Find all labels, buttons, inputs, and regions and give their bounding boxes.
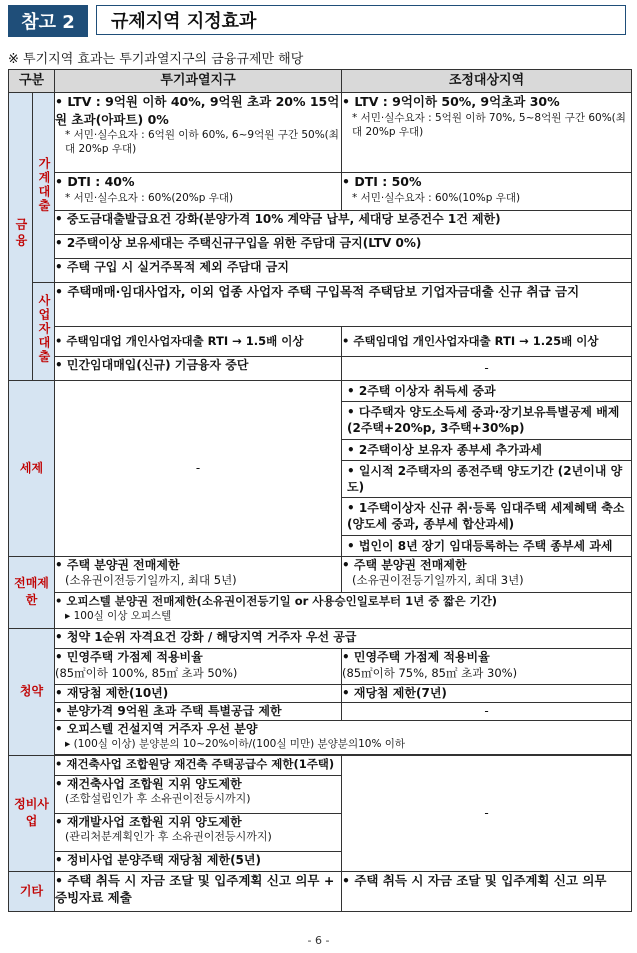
household-common-1: • 중도금대출발급요건 강화(분양가격 10% 계약금 납부, 세대당 보증건수 1건 제한) [55, 211, 632, 235]
tax-item-5: • 1주택이상자 신규 취·등록 임대주택 세제혜택 축소(양도세 중과, 종부세 합산과세) [342, 498, 631, 535]
ltv-speculation: • LTV : 9억원 이하 40%, 9억원 초과 20% 15억원 초과(아파트) 0% * 서민·실수요자 : 6억원 이하 60%, 6~9억원 구간 50%(최대 20%p 우대) [55, 93, 342, 173]
subscription-rewin-row [9, 684, 632, 702]
redevelopment-item-4: • 정비사업 분양주택 재당첨 제한(5년) [55, 851, 342, 871]
col-header-speculation: 투기과열지구 [55, 70, 342, 93]
subscription-price-row [9, 648, 632, 684]
ltv-adjustment: • LTV : 9억이하 50%, 9억초과 30% * 서민·실수요자 : 5억원 이하 70%, 5~8억원 구간 60%(최대 20%p 우대) [342, 93, 632, 173]
redevelopment-adjustment: - [342, 755, 632, 871]
household-common-row-3 [9, 259, 632, 283]
subscription-rewin-adjustment: • 재당첨 제한(7년) [342, 684, 632, 702]
other-row [9, 871, 632, 911]
col-header-adjustment: 조정대상지역 [342, 70, 632, 93]
subscription-special-row [9, 702, 632, 720]
scope-note: ※ 투기지역 효과는 투기과열지구의 금융규제만 해당 [8, 52, 304, 67]
tax-item-3: • 2주택이상 보유자 종부세 추가과세 [342, 440, 631, 461]
subcategory-business: 사업자대출 [33, 283, 55, 381]
rti-row [9, 327, 632, 357]
resale-adjustment: • 주택 분양권 전매제한 (소유권이전등기일까지, 최대 3년) [342, 556, 632, 592]
subscription-common-row [9, 628, 632, 648]
redevelopment-item-1: • 재건축사업 조합원당 재건축 주택공급수 제한(1주택) [55, 755, 342, 775]
subscription-officetel-row [9, 720, 632, 754]
ltv-row [9, 93, 632, 173]
tax-item-1: • 2주택 이상자 취득세 중과 [342, 381, 631, 402]
category-tax: 세제 [9, 381, 55, 557]
private-rental-adjustment: - [342, 357, 632, 381]
redevelopment-item-3: • 재개발사업 조합원 지위 양도제한 (관리처분계획인가 후 소유권이전등시까지) [55, 813, 342, 851]
category-subscription: 청약 [9, 628, 55, 755]
tax-speculation: - [55, 381, 342, 557]
tax-item-6: • 법인이 8년 장기 임대등록하는 주택 종부세 과세 [347, 538, 613, 553]
household-common-3: • 주택 구입 시 실거주목적 제외 주담대 금지 [55, 259, 632, 283]
tax-item-4: • 일시적 2주택자의 종전주택 양도기간 (2년이내 양도) [342, 461, 631, 498]
tax-adjustment [342, 381, 632, 557]
household-common-2: • 2주택이상 보유세대는 주택신규구입을 위한 주담대 금지(LTV 0%) [55, 235, 632, 259]
resale-speculation: • 주택 분양권 전매제한 (소유권이전등기일까지, 최대 5년) [55, 556, 342, 592]
category-finance: 금융 [9, 93, 33, 381]
subscription-price-adjustment: • 민영주택 가점제 적용비율 (85㎡이하 75%, 85㎡ 초과 30%) [342, 648, 632, 684]
subscription-officetel: • 오피스텔 건설지역 거주자 우선 분양 ▸ (100실 이상) 분양분의 10~20%이하/(100실 미만) 분양분의10% 이하 [55, 720, 632, 754]
rti-adjustment: • 주택임대업 개인사업자대출 RTI → 1.25배 이상 [342, 327, 632, 357]
page-number: - 6 - [307, 934, 330, 947]
rti-speculation: • 주택임대업 개인사업자대출 RTI → 1.5배 이상 [55, 327, 342, 357]
resale-officetel: • 오피스텔 분양권 전매제한(소유권이전등기일 or 사용승인일로부터 1년 중 짧은 기간) ▸ 100실 이상 오피스텔 [55, 592, 632, 628]
category-resale: 전매제한 [9, 556, 55, 628]
subscription-special-speculation: • 분양가격 9억원 초과 주택 특별공급 제한 [55, 702, 342, 720]
dti-adjustment: • DTI : 50% * 서민·실수요자 : 60%(10%p 우대) [342, 173, 632, 211]
business-common: • 주택매매·임대사업자, 이외 업종 사업자 주택 구입목적 주택담보 기업자금대출 신규 취급 금지 [55, 283, 632, 327]
page-title: 규제지역 지정효과 [96, 5, 626, 35]
subscription-common: • 청약 1순위 자격요건 강화 / 해당지역 거주자 우선 공급 [55, 628, 632, 648]
redevelopment-row-1 [9, 755, 632, 775]
household-common-row-2 [9, 235, 632, 259]
business-common-row [9, 283, 632, 327]
resale-officetel-row [9, 592, 632, 628]
dti-speculation: • DTI : 40% * 서민·실수요자 : 60%(20%p 우대) [55, 173, 342, 211]
other-speculation: • 주택 취득 시 자금 조달 및 입주계획 신고 의무 + 증빙자료 제출 [55, 871, 342, 911]
subscription-price-speculation: • 민영주택 가점제 적용비율 (85㎡이하 100%, 85㎡ 초과 50%) [55, 648, 342, 684]
section-badge: 참고 2 [8, 5, 88, 37]
category-redevelopment: 정비사업 [9, 755, 55, 871]
tax-row [9, 381, 632, 557]
category-other: 기타 [9, 871, 55, 911]
header-row [9, 70, 632, 93]
dti-row [9, 173, 632, 211]
redevelopment-item-2: • 재건축사업 조합원 지위 양도제한 (조합설립인가 후 소유권이전등시까지) [55, 775, 342, 813]
resale-row [9, 556, 632, 592]
private-rental-row [9, 357, 632, 381]
other-adjustment: • 주택 취득 시 자금 조달 및 입주계획 신고 의무 [342, 871, 632, 911]
col-header-category: 구분 [9, 70, 55, 93]
title-bar [8, 5, 628, 37]
subscription-special-adjustment: - [342, 702, 632, 720]
tax-item-2: • 다주택자 양도소득세 중과·장기보유특별공제 배제(2주택+20%p, 3주택+30%p) [342, 402, 631, 439]
household-common-row-1 [9, 211, 632, 235]
subscription-rewin-speculation: • 재당첨 제한(10년) [55, 684, 342, 702]
regulation-table [8, 69, 632, 912]
private-rental-speculation: • 민간임대매입(신규) 기금융자 중단 [55, 357, 342, 381]
subcategory-household: 가계대출 [33, 93, 55, 283]
